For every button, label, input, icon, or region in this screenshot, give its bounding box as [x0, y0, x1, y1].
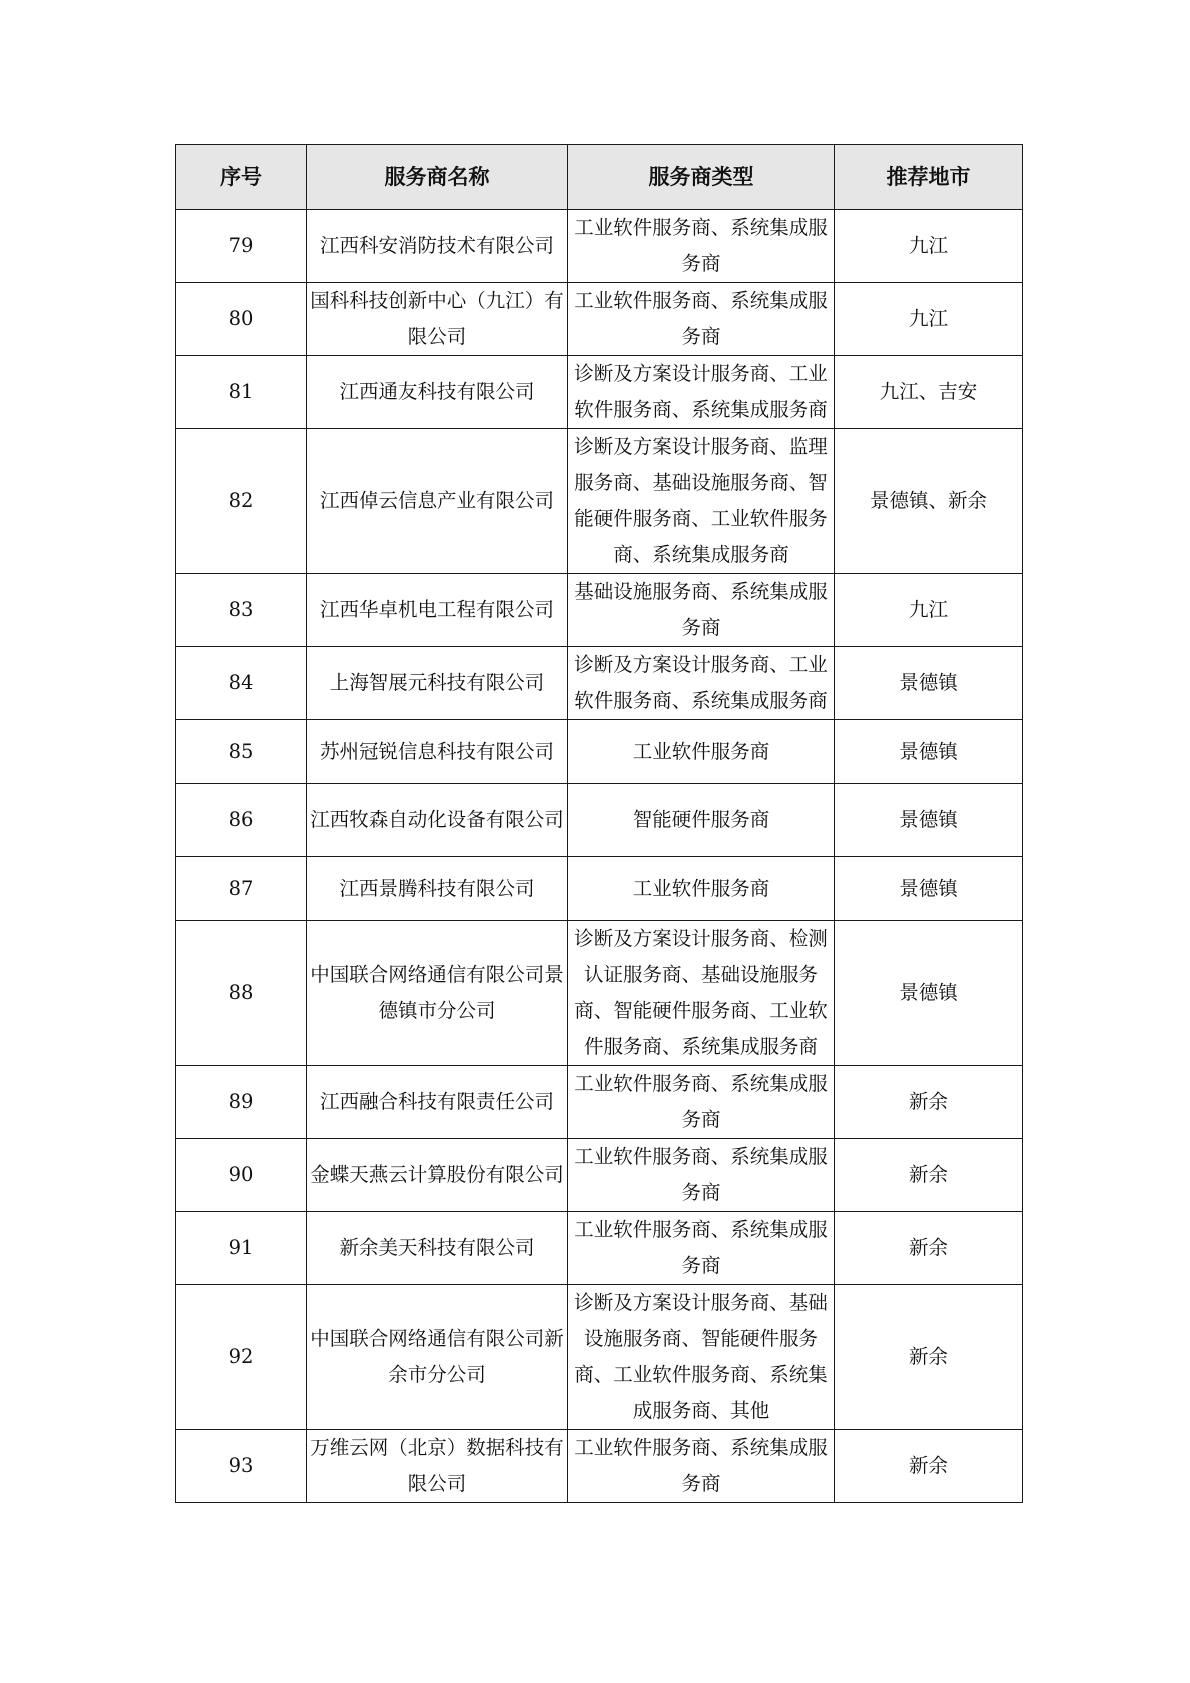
cell-city: 九江 — [835, 210, 1023, 283]
cell-city: 景德镇 — [835, 647, 1023, 720]
cell-type: 工业软件服务商 — [568, 720, 835, 784]
cell-name: 江西华卓机电工程有限公司 — [307, 574, 568, 647]
table-row — [176, 1139, 1023, 1212]
table-row — [176, 784, 1023, 857]
cell-no: 84 — [176, 647, 307, 720]
cell-name: 新余美天科技有限公司 — [307, 1212, 568, 1285]
cell-type: 诊断及方案设计服务商、工业软件服务商、系统集成服务商 — [568, 647, 835, 720]
cell-city: 新余 — [835, 1285, 1023, 1430]
table-row — [176, 1430, 1023, 1503]
service-provider-table — [175, 144, 1023, 1503]
cell-city: 景德镇 — [835, 857, 1023, 921]
cell-type: 基础设施服务商、系统集成服务商 — [568, 574, 835, 647]
cell-no: 83 — [176, 574, 307, 647]
header-city: 推荐地市 — [835, 145, 1023, 210]
cell-type: 诊断及方案设计服务商、基础设施服务商、智能硬件服务商、工业软件服务商、系统集成服务商、其他 — [568, 1285, 835, 1430]
cell-no: 82 — [176, 429, 307, 574]
table-row — [176, 857, 1023, 921]
cell-city: 九江 — [835, 574, 1023, 647]
header-type: 服务商类型 — [568, 145, 835, 210]
cell-name: 江西景腾科技有限公司 — [307, 857, 568, 921]
cell-type: 智能硬件服务商 — [568, 784, 835, 857]
cell-name: 国科科技创新中心（九江）有限公司 — [307, 283, 568, 356]
header-name: 服务商名称 — [307, 145, 568, 210]
cell-name: 江西通友科技有限公司 — [307, 356, 568, 429]
cell-name: 中国联合网络通信有限公司景德镇市分公司 — [307, 921, 568, 1066]
cell-type: 诊断及方案设计服务商、工业软件服务商、系统集成服务商 — [568, 356, 835, 429]
cell-name: 江西倬云信息产业有限公司 — [307, 429, 568, 574]
cell-city: 景德镇 — [835, 921, 1023, 1066]
table-row — [176, 1285, 1023, 1430]
table-row — [176, 210, 1023, 283]
cell-no: 79 — [176, 210, 307, 283]
cell-no: 92 — [176, 1285, 307, 1430]
cell-name: 江西科安消防技术有限公司 — [307, 210, 568, 283]
cell-city: 九江、吉安 — [835, 356, 1023, 429]
cell-no: 87 — [176, 857, 307, 921]
cell-city: 景德镇、新余 — [835, 429, 1023, 574]
cell-no: 80 — [176, 283, 307, 356]
cell-no: 81 — [176, 356, 307, 429]
cell-name: 上海智展元科技有限公司 — [307, 647, 568, 720]
table-header-row — [176, 145, 1023, 210]
cell-no: 88 — [176, 921, 307, 1066]
cell-name: 金蝶天燕云计算股份有限公司 — [307, 1139, 568, 1212]
table-row — [176, 921, 1023, 1066]
table-row — [176, 1066, 1023, 1139]
cell-name: 江西牧森自动化设备有限公司 — [307, 784, 568, 857]
cell-no: 93 — [176, 1430, 307, 1503]
cell-city: 新余 — [835, 1430, 1023, 1503]
cell-name: 江西融合科技有限责任公司 — [307, 1066, 568, 1139]
cell-no: 91 — [176, 1212, 307, 1285]
cell-name: 中国联合网络通信有限公司新余市分公司 — [307, 1285, 568, 1430]
table-row — [176, 429, 1023, 574]
header-no: 序号 — [176, 145, 307, 210]
cell-city: 九江 — [835, 283, 1023, 356]
table-row — [176, 283, 1023, 356]
table-row — [176, 574, 1023, 647]
cell-city: 新余 — [835, 1139, 1023, 1212]
cell-no: 90 — [176, 1139, 307, 1212]
table-row — [176, 720, 1023, 784]
cell-name: 苏州冠锐信息科技有限公司 — [307, 720, 568, 784]
cell-type: 工业软件服务商、系统集成服务商 — [568, 210, 835, 283]
cell-city: 景德镇 — [835, 720, 1023, 784]
cell-type: 工业软件服务商、系统集成服务商 — [568, 1066, 835, 1139]
cell-name: 万维云网（北京）数据科技有限公司 — [307, 1430, 568, 1503]
table-row — [176, 647, 1023, 720]
table-row — [176, 1212, 1023, 1285]
cell-type: 工业软件服务商、系统集成服务商 — [568, 1212, 835, 1285]
cell-city: 新余 — [835, 1066, 1023, 1139]
cell-no: 85 — [176, 720, 307, 784]
table-row — [176, 356, 1023, 429]
cell-type: 工业软件服务商、系统集成服务商 — [568, 1139, 835, 1212]
cell-type: 诊断及方案设计服务商、检测认证服务商、基础设施服务商、智能硬件服务商、工业软件服务商、系统集成服务商 — [568, 921, 835, 1066]
cell-no: 89 — [176, 1066, 307, 1139]
cell-type: 工业软件服务商、系统集成服务商 — [568, 1430, 835, 1503]
cell-city: 景德镇 — [835, 784, 1023, 857]
cell-no: 86 — [176, 784, 307, 857]
cell-type: 工业软件服务商、系统集成服务商 — [568, 283, 835, 356]
cell-type: 诊断及方案设计服务商、监理服务商、基础设施服务商、智能硬件服务商、工业软件服务商、系统集成服务商 — [568, 429, 835, 574]
cell-type: 工业软件服务商 — [568, 857, 835, 921]
cell-city: 新余 — [835, 1212, 1023, 1285]
